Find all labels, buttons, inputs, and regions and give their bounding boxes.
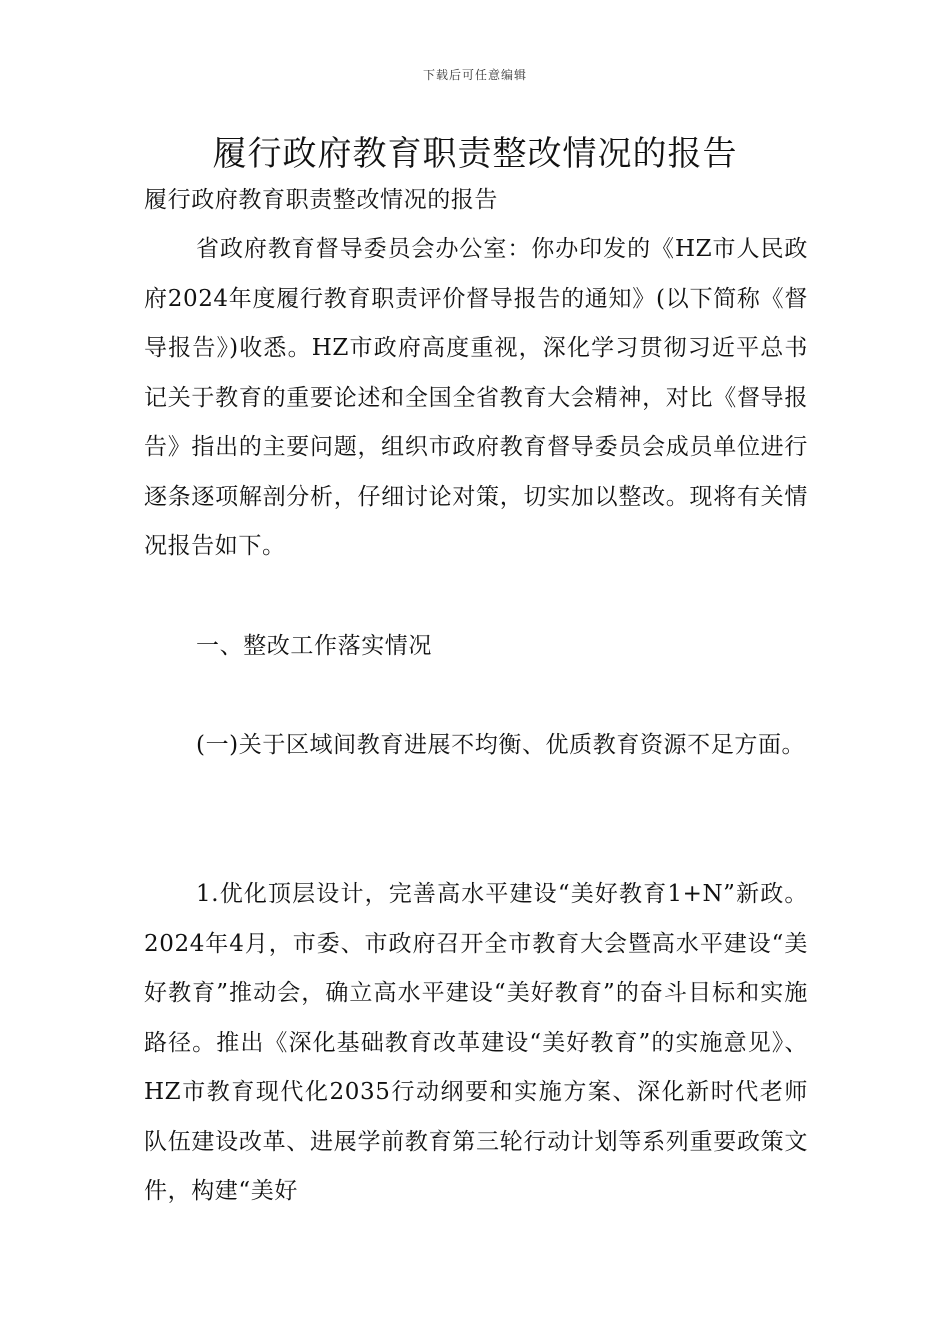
header-note: 下载后可任意编辑 — [422, 68, 527, 82]
point-1-paragraph: 1.优化顶层设计，完善高水平建设“美好教育1+N”新政。2024年4月，市委、市政府召开全市教育大会暨高水平建设“美好教育”推动会，确立高水平建设“美好教育”的奋斗目标和实施路径。推出《深化基础教育改革建设“美好教育”的实施意见》、HZ市教育现代化2035行动纲要和实施方案、深化新时代老师队伍建设改革、进展学前教育第三轮行动计划等系列重要政策文件，构建“美好 — [144, 881, 808, 1204]
intro-paragraph: 省政府教育督导委员会办公室：你办印发的《HZ市人民政府2024年度履行教育职责评价督导报告的通知》(以下简称《督导报告》)收悉。HZ市政府高度重视，深化学习贯彻习近平总书记关于教育的重要论述和全国全省教育大会精神，对比《督导报告》指出的主要问题，组织市政府教育督导委员会成员单位进行逐条逐项解剖分析，仔细讨论对策，切实加以整改。现将有关情况报告如下。 — [144, 236, 808, 559]
document-title: 履行政府教育职责整改情况的报告 — [212, 134, 738, 174]
document-subtitle: 履行政府教育职责整改情况的报告 — [144, 187, 498, 213]
section-heading: 一、整改工作落实情况 — [196, 633, 432, 659]
subsection-heading: (一)关于区域间教育进展不均衡、优质教育资源不足方面。 — [196, 732, 806, 758]
